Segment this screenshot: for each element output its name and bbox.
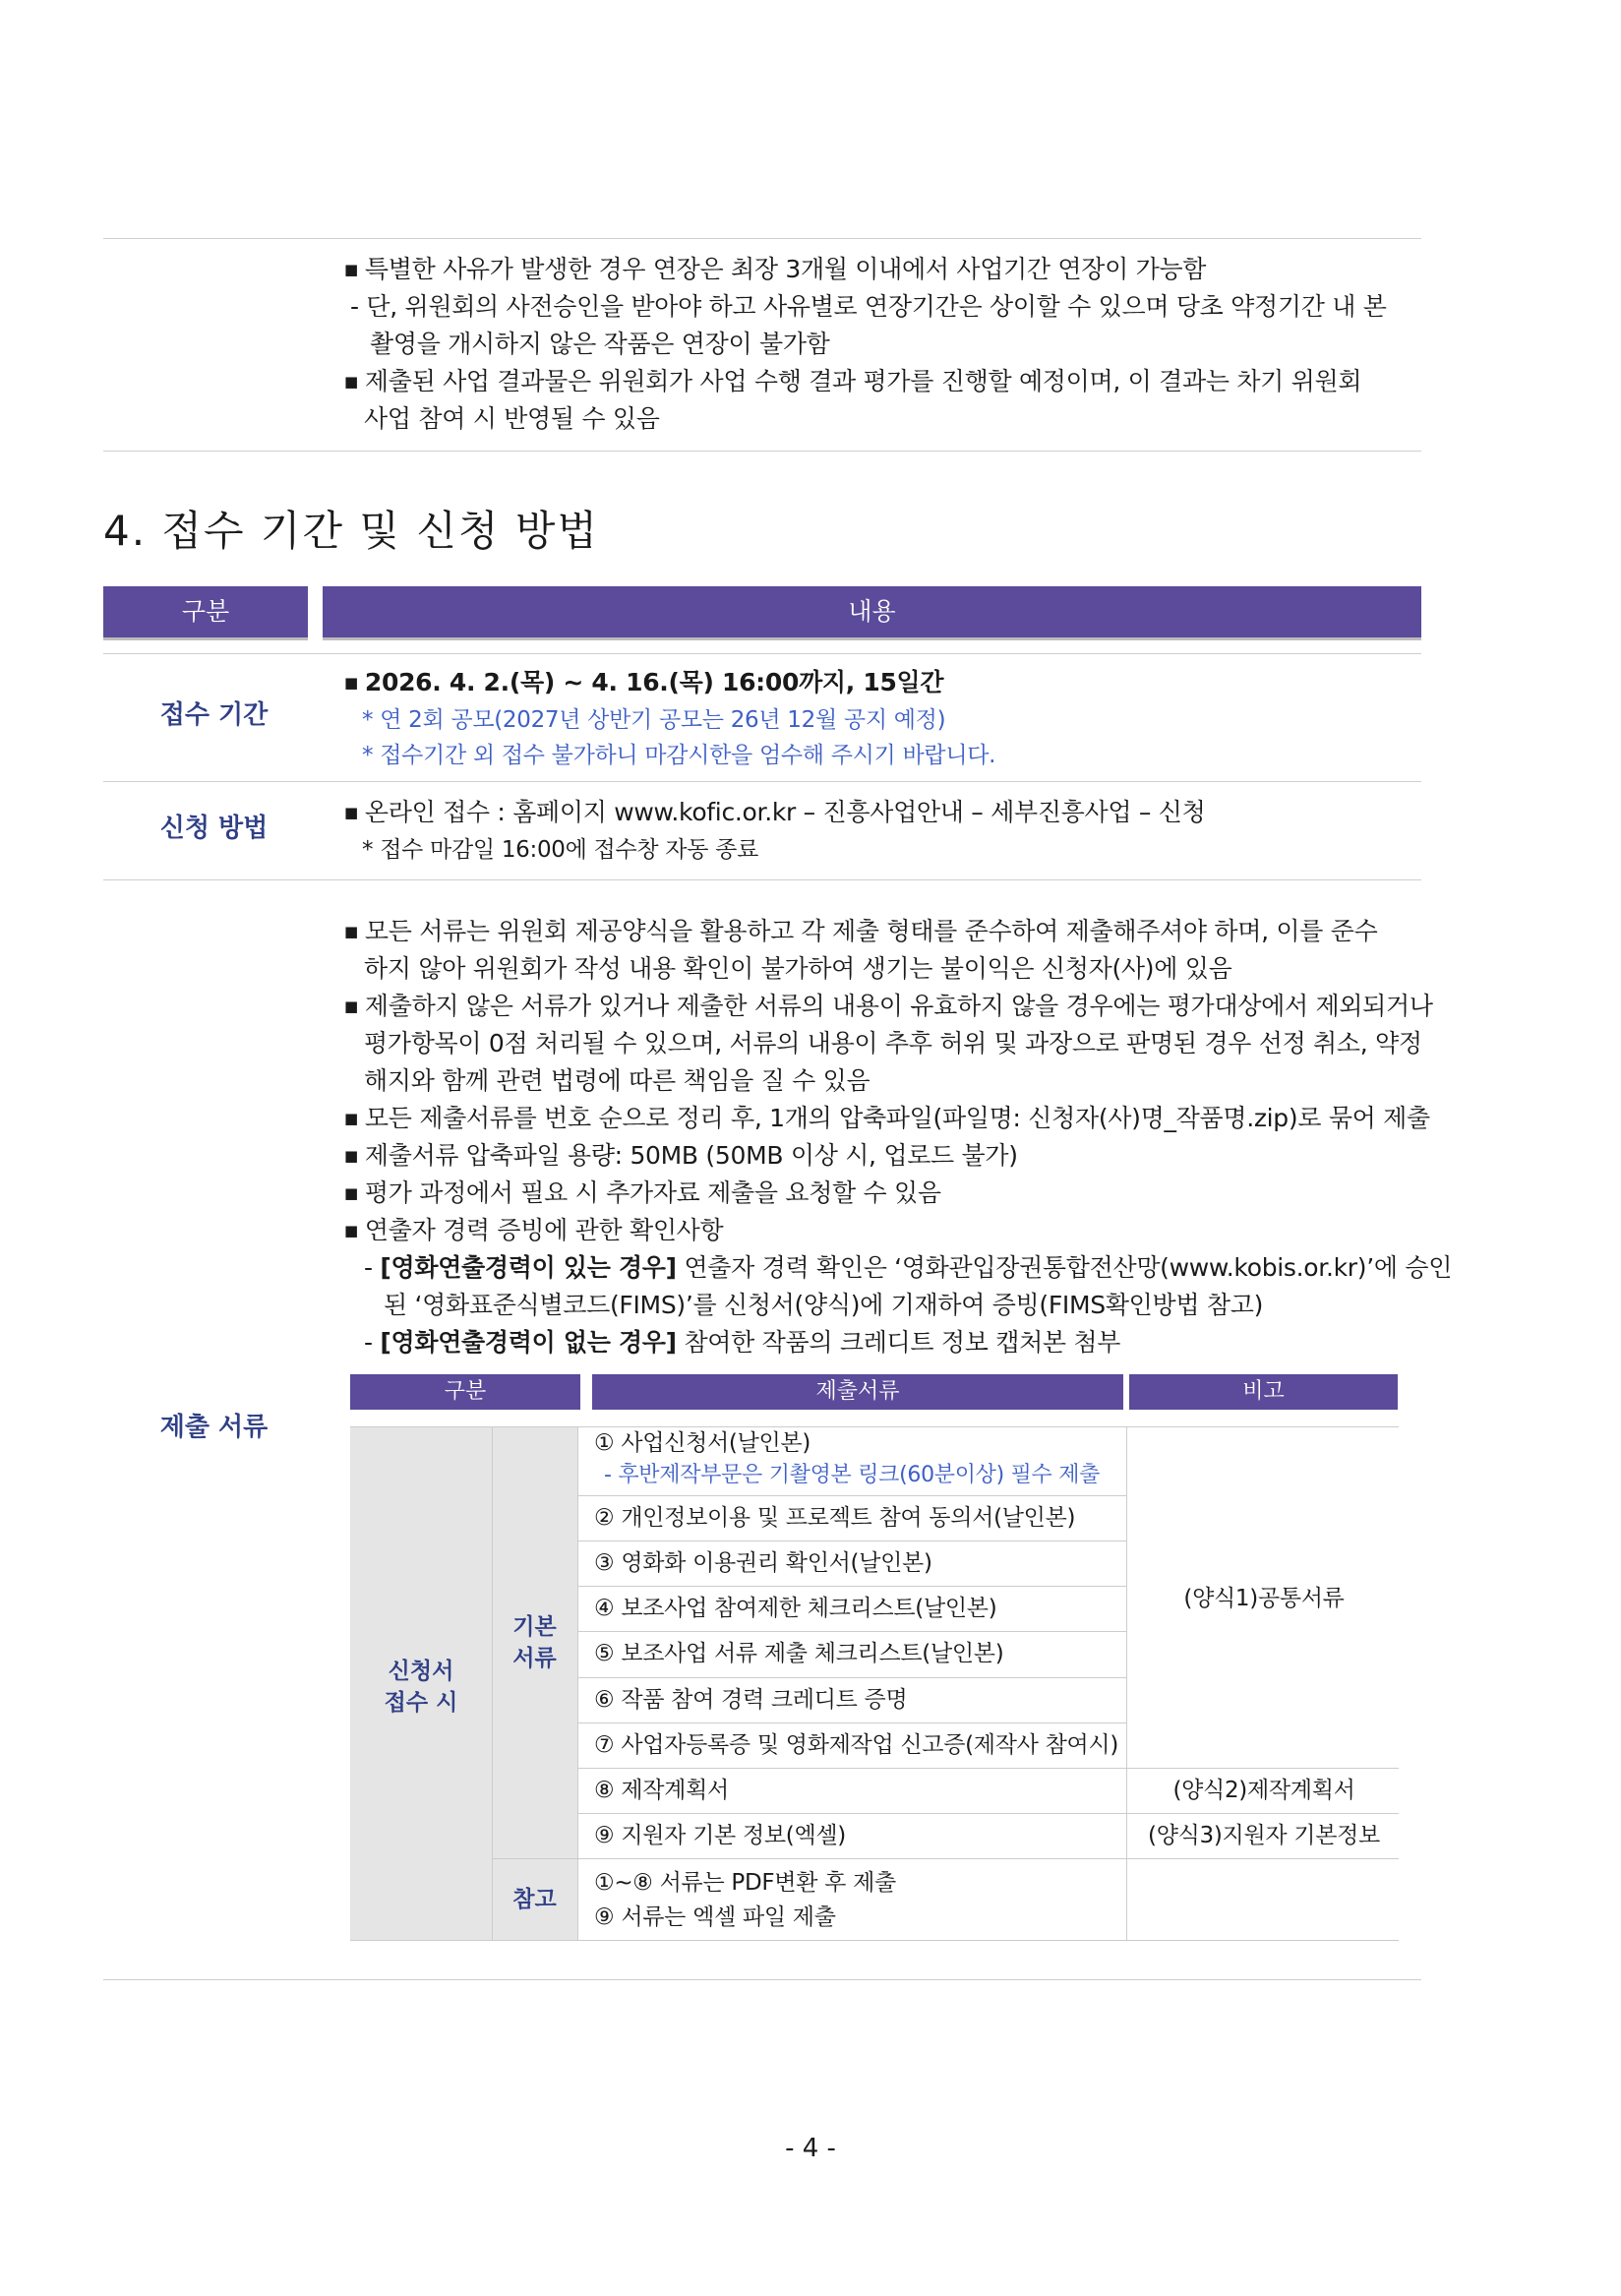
inner-row-line bbox=[577, 1631, 1126, 1632]
reception-period: ■ 2026. 4. 2.(목) ~ 4. 16.(목) 16:00까지, 15일간 bbox=[344, 664, 943, 704]
doc-note-director-without-career: - [영화연출경력이 없는 경우] 참여한 작품의 크레디트 정보 캡처본 첨부 bbox=[364, 1328, 1121, 1357]
inner-header-notes: 비고 bbox=[1129, 1374, 1398, 1410]
inner-row-line bbox=[492, 1858, 1399, 1859]
doc-item-3: ③ 영화화 이용권리 확인서(날인본) bbox=[594, 1550, 932, 1576]
doc-item-5: ⑤ 보조사업 서류 제출 체크리스트(날인본) bbox=[594, 1641, 1004, 1666]
row-divider bbox=[103, 879, 1421, 880]
doc-item-2: ② 개인정보이용 및 프로젝트 참여 동의서(날인본) bbox=[594, 1505, 1076, 1531]
doc-note-director-without-career-text: 참여한 작품의 크레디트 정보 캡처본 첨부 bbox=[676, 1328, 1121, 1357]
doc-note-5: ■ 평가 과정에서 필요 시 추가자료 제출을 요청할 수 있음 bbox=[344, 1175, 941, 1215]
inner-subgroup-cell bbox=[492, 1426, 577, 1940]
doc-note-1: ■ 모든 서류는 위원회 제공양식을 활용하고 각 제출 형태를 준수하여 제출해주셔야 하며, 이를 준수 bbox=[344, 913, 1377, 953]
doc-item-1-note: - 후반제작부문은 기촬영본 링크(60분이상) 필수 제출 bbox=[604, 1463, 1101, 1487]
note-form-3: (양식3)지원자 기본정보 bbox=[1148, 1823, 1380, 1848]
note-form-1: (양식1)공통서류 bbox=[1183, 1586, 1345, 1611]
ref-line-excel: ⑨ 서류는 엑셀 파일 제출 bbox=[594, 1904, 836, 1930]
doc-item-8: ⑧ 제작계획서 bbox=[594, 1778, 729, 1803]
table-bottom-divider bbox=[103, 1979, 1421, 1980]
inner-row-line bbox=[577, 1495, 1126, 1496]
doc-note-3: ■ 모든 제출서류를 번호 순으로 정리 후, 1개의 압축파일(파일명: 신청자(사)명_작품명.zip)로 묶어 제출 bbox=[344, 1100, 1430, 1140]
doc-item-9: ⑨ 지원자 기본 정보(엑셀) bbox=[594, 1823, 846, 1848]
inner-vline bbox=[577, 1426, 578, 1940]
inner-subgroup-basic: 기본 서류 bbox=[512, 1614, 557, 1671]
top-divider bbox=[103, 238, 1421, 239]
note-result-evaluation-cont: 사업 참여 시 반영될 수 있음 bbox=[364, 404, 660, 433]
inner-row-line bbox=[577, 1768, 1399, 1769]
ref-line-pdf: ①~⑧ 서류는 PDF변환 후 제출 bbox=[594, 1870, 896, 1896]
doc-note-director-with-career-text: 연출자 경력 확인은 ‘영화관입장권통합전산망(www.kobis.or.kr)’에 승인 bbox=[676, 1253, 1453, 1282]
inner-row-line bbox=[577, 1722, 1126, 1723]
doc-item-7: ⑦ 사업자등록증 및 영화제작업 신고증(제작사 참여시) bbox=[594, 1732, 1118, 1758]
row-label-reception: 접수 기간 bbox=[159, 700, 269, 730]
doc-item-1: ① 사업신청서(날인본) bbox=[594, 1430, 811, 1456]
note-form-2: (양식2)제작계획서 bbox=[1172, 1778, 1355, 1803]
inner-group-label: 신청서 접수 시 bbox=[384, 1659, 458, 1716]
method-online: ■ 온라인 접수 : 홈페이지 www.kofic.or.kr – 진흥사업안내 – 세부진흥사업 – 신청 bbox=[344, 794, 1205, 834]
doc-note-director-with-career-cont: 된 ‘영화표준식별코드(FIMS)’를 신청서(양식)에 기재하여 증빙(FIMS확인방법 참고) bbox=[384, 1291, 1264, 1319]
note-result-evaluation: ■ 제출된 사업 결과물은 위원회가 사업 수행 결과 평가를 진행할 예정이며, 이 결과는 차기 위원회 bbox=[344, 363, 1361, 403]
doc-note-2-cont2: 해지와 함께 관련 법령에 따른 책임을 질 수 있음 bbox=[364, 1066, 871, 1095]
doc-note-4: ■ 제출서류 압축파일 용량: 50MB (50MB 이상 시, 업로드 불가) bbox=[344, 1137, 1018, 1178]
row-divider bbox=[103, 653, 1421, 654]
doc-note-director-with-career: - [영화연출경력이 있는 경우] 연출자 경력 확인은 ‘영화관입장권통합전산망(www.kobis.or.kr)’에 승인 bbox=[364, 1253, 1453, 1282]
doc-note-director-without-career-label: [영화연출경력이 없는 경우] bbox=[380, 1328, 677, 1357]
row-label-method: 신청 방법 bbox=[159, 814, 269, 843]
inner-row-line bbox=[577, 1677, 1126, 1678]
inner-header-documents: 제출서류 bbox=[592, 1374, 1123, 1410]
note-special-extension: ■ 특별한 사유가 발생한 경우 연장은 최장 3개월 이내에서 사업기간 연장이 가능함 bbox=[344, 251, 1206, 291]
row-divider bbox=[103, 781, 1421, 782]
doc-note-6: ■ 연출자 경력 증빙에 관한 확인사항 bbox=[344, 1212, 723, 1252]
note-extension-condition: - 단, 위원회의 사전승인을 받아야 하고 사유별로 연장기간은 상이할 수 있으며 당초 약정기간 내 본 bbox=[350, 292, 1387, 321]
inner-header-category: 구분 bbox=[350, 1374, 580, 1410]
top-divider-bottom bbox=[103, 451, 1421, 452]
doc-note-2: ■ 제출하지 않은 서류가 있거나 제출한 서류의 내용이 유효하지 않을 경우에는 평가대상에서 제외되거나 bbox=[344, 988, 1433, 1028]
page-number: - 4 - bbox=[785, 2134, 836, 2163]
table-header-content: 내용 bbox=[323, 586, 1421, 640]
inner-vline bbox=[492, 1426, 493, 1940]
doc-item-6: ⑥ 작품 참여 경력 크레디트 증명 bbox=[594, 1687, 908, 1713]
doc-item-4: ④ 보조사업 참여제한 체크리스트(날인본) bbox=[594, 1596, 997, 1621]
inner-row-line bbox=[350, 1426, 1399, 1427]
table-header-category: 구분 bbox=[103, 586, 308, 640]
inner-row-line bbox=[577, 1586, 1126, 1587]
inner-vline bbox=[1126, 1426, 1127, 1940]
inner-row-line bbox=[577, 1813, 1399, 1814]
doc-note-1-cont: 하지 않아 위원회가 작성 내용 확인이 불가하여 생기는 불이익은 신청자(사)에 있음 bbox=[364, 954, 1232, 983]
note-extension-condition-cont: 촬영을 개시하지 않은 작품은 연장이 불가함 bbox=[370, 330, 830, 358]
section-title: 4. 접수 기간 및 신청 방법 bbox=[103, 507, 599, 555]
reception-note-schedule: * 연 2회 공모(2027년 상반기 공모는 26년 12월 공지 예정) bbox=[362, 707, 946, 733]
doc-note-2-cont: 평가항목이 0점 처리될 수 있으며, 서류의 내용이 추후 허위 및 과장으로 판명된 경우 선정 취소, 약정 bbox=[364, 1029, 1422, 1057]
inner-subgroup-ref: 참고 bbox=[512, 1887, 557, 1912]
method-deadline-note: * 접수 마감일 16:00에 접수창 자동 종료 bbox=[362, 837, 758, 863]
row-label-documents: 제출 서류 bbox=[159, 1413, 269, 1442]
reception-note-deadline: * 접수기간 외 접수 불가하니 마감시한을 엄수해 주시기 바랍니다. bbox=[362, 743, 996, 768]
doc-note-director-with-career-label: [영화연출경력이 있는 경우] bbox=[380, 1253, 677, 1282]
inner-row-line bbox=[350, 1940, 1399, 1941]
